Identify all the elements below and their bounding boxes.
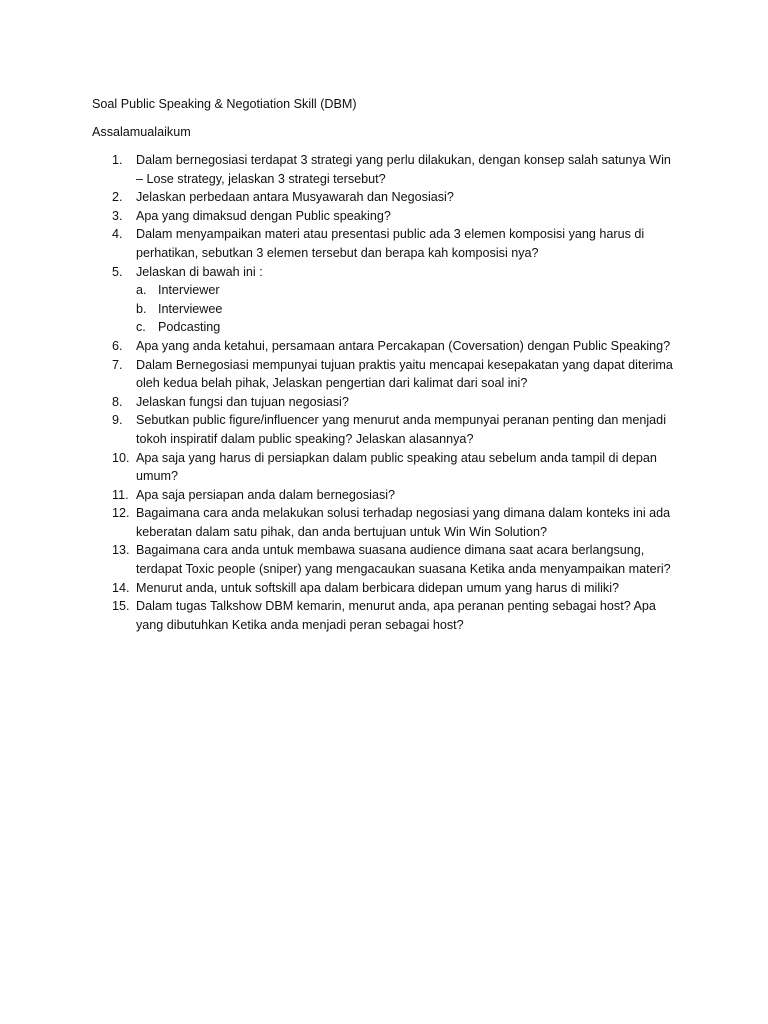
greeting-text: Assalamualaikum	[92, 125, 191, 139]
sub-question-text: Podcasting	[158, 320, 221, 335]
document-title: Soal Public Speaking & Negotiation Skill (DBM)	[92, 97, 357, 111]
question-number: 14.	[112, 580, 130, 595]
sub-question-item	[136, 318, 678, 337]
question-item	[112, 393, 678, 412]
question-item	[112, 411, 678, 448]
sub-question-list	[136, 281, 678, 337]
question-text: Menurut anda, untuk softskill apa dalam berbicara didepan umum yang harus di miliki?	[136, 580, 620, 595]
sub-question-text: Interviewee	[158, 301, 223, 316]
question-number: 8.	[112, 394, 123, 409]
question-number: 2.	[112, 190, 123, 205]
question-number: 11.	[112, 487, 129, 502]
question-item	[112, 188, 678, 207]
question-item	[112, 579, 678, 598]
question-list	[112, 151, 678, 634]
question-number: 12.	[112, 506, 130, 521]
question-text: Dalam menyampaikan materi atau presentasi public ada 3 elemen komposisi yang harus di perhatikan, sebutkan 3 elemen tersebut dan berapa kah komposisi nya?	[136, 227, 645, 260]
question-item	[112, 541, 678, 578]
question-text: Jelaskan perbedaan antara Musyawarah dan Negosiasi?	[136, 190, 454, 205]
question-number: 13.	[112, 543, 130, 558]
question-number: 5.	[112, 264, 123, 279]
question-text: Apa saja yang harus di persiapkan dalam public speaking atau sebelum anda tampil di depan umum?	[136, 450, 657, 484]
question-number: 3.	[112, 208, 123, 223]
sub-question-item	[136, 281, 678, 300]
sub-question-letter: b.	[136, 301, 147, 316]
question-item	[112, 263, 678, 337]
sub-question-letter: a.	[136, 283, 147, 298]
question-item	[112, 356, 678, 393]
question-text: Dalam bernegosiasi terdapat 3 strategi yang perlu dilakukan, dengan konsep salah satunya Win – Lose strategy, jelaskan 3 strategi tersebut?	[136, 153, 671, 186]
question-number: 9.	[112, 413, 123, 428]
question-text: Jelaskan fungsi dan tujuan negosiasi?	[136, 394, 349, 409]
sub-question-letter: c.	[136, 320, 146, 335]
question-number: 4.	[112, 227, 123, 242]
sub-question-item	[136, 300, 678, 319]
question-number: 15.	[112, 599, 130, 614]
question-item	[112, 504, 678, 541]
question-number: 1.	[112, 153, 123, 167]
question-item	[112, 449, 678, 486]
question-text: Bagaimana cara anda melakukan solusi terhadap negosiasi yang dimana dalam konteks ini ada keberatan dalam satu pihak, dan anda bertujuan untuk Win Win Solution?	[136, 506, 671, 539]
question-item	[112, 207, 678, 226]
question-text: Sebutkan public figure/influencer yang menurut anda mempunyai peranan penting dan menjadi tokoh inspiratif dalam public speaking? Jelaskan alasannya?	[136, 413, 666, 446]
question-text: Bagaimana cara anda untuk membawa suasana audience dimana saat acara berlangsung, terdapat Toxic people (sniper) yang mengacaukan suasana Ketika anda menyampaikan materi?	[136, 543, 671, 577]
question-number: 10.	[112, 450, 130, 465]
question-text: Apa yang dimaksud dengan Public speaking?	[136, 208, 391, 223]
question-text: Dalam Bernegosiasi mempunyai tujuan praktis yaitu mencapai kesepakatan yang dapat diterima oleh kedua belah pihak, Jelaskan pengertian dari kalimat dari soal ini?	[136, 357, 673, 391]
question-number: 7.	[112, 357, 123, 372]
question-item	[112, 151, 678, 188]
question-text: Dalam tugas Talkshow DBM kemarin, menurut anda, apa peranan penting sebagai host? Apa yang dibutuhkan Ketika anda menjadi peran sebagai host?	[136, 599, 656, 632]
sub-question-text: Interviewer	[158, 283, 220, 298]
question-item	[112, 337, 678, 356]
question-text: Apa yang anda ketahui, persamaan antara Percakapan (Coversation) dengan Public Speaking?	[136, 338, 671, 353]
question-item	[112, 486, 678, 505]
question-number: 6.	[112, 338, 123, 353]
question-item	[112, 597, 678, 634]
question-item	[112, 225, 678, 262]
question-text: Apa saja persiapan anda dalam bernegosiasi?	[136, 487, 396, 502]
question-text: Jelaskan di bawah ini :	[136, 264, 263, 279]
